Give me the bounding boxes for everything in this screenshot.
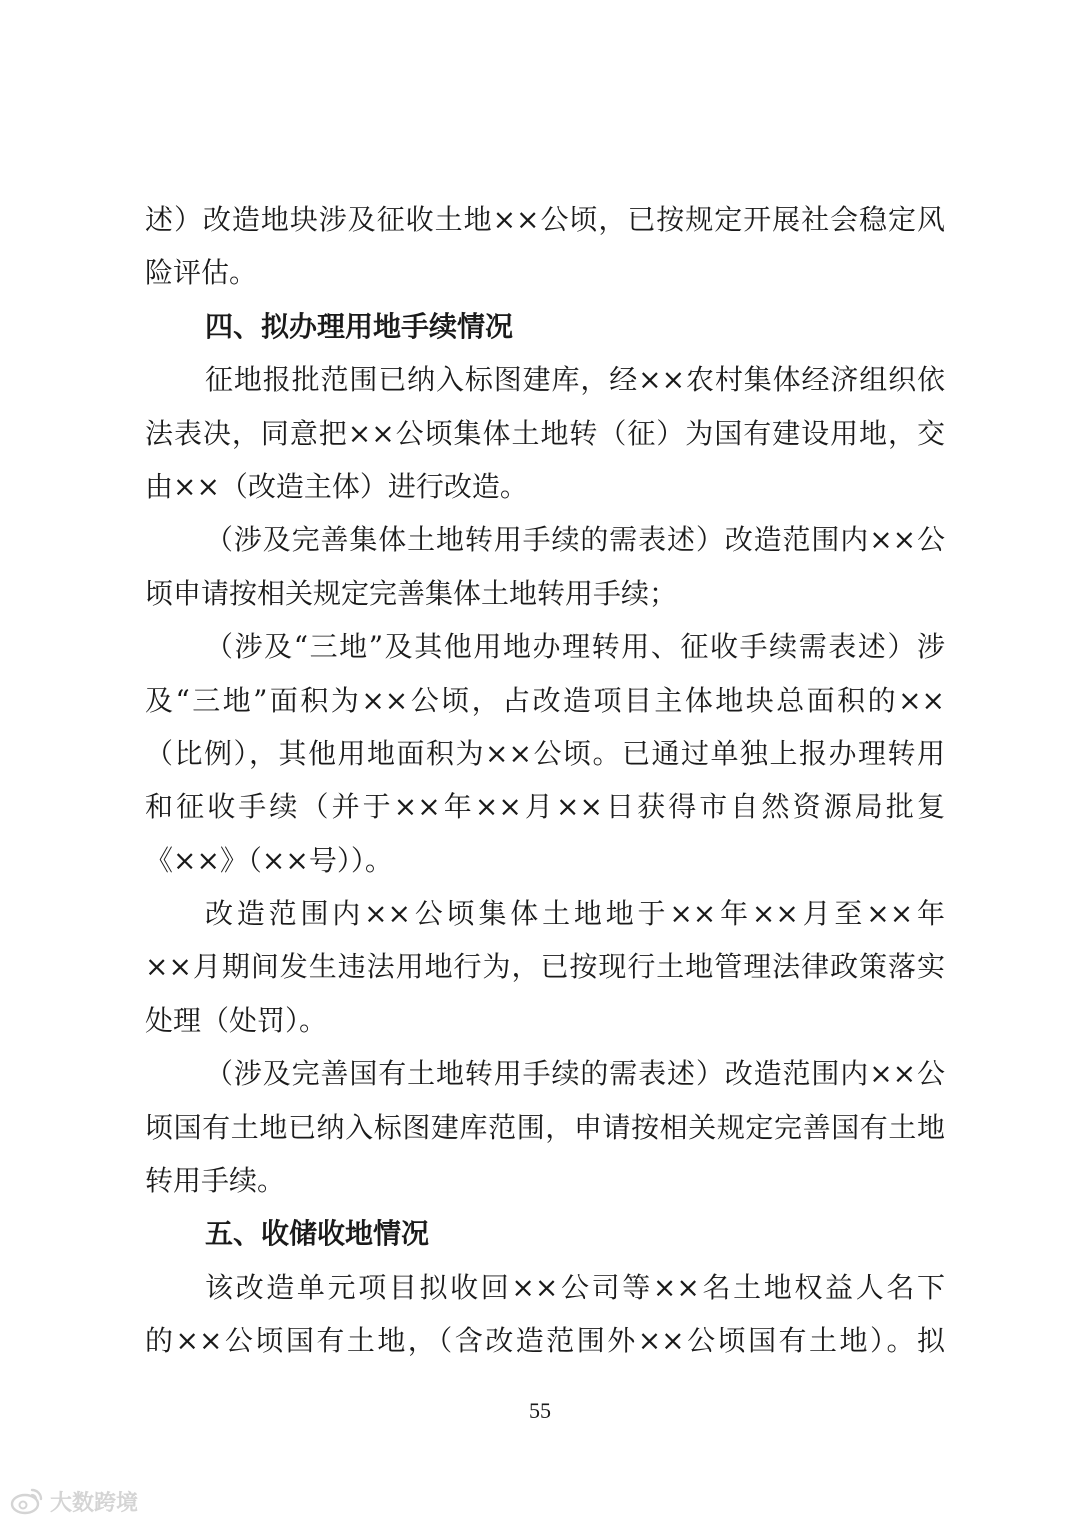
body-line: 述）改造地块涉及征收土地××公顷，已按规定开展社会稳定风: [145, 203, 945, 236]
body-line: 的××公顷国有土地，（含改造范围外××公顷国有土地）。拟: [145, 1324, 945, 1358]
body-line: 转用手续。: [145, 1164, 286, 1198]
watermark-text: 大数跨境: [50, 1490, 139, 1516]
body-line: 《××》（××号））。: [145, 843, 393, 877]
body-line: 顷国有土地已纳入标图建库范围，申请按相关规定完善国有土地: [145, 1110, 945, 1144]
body-line: （涉及“三地”及其他用地办理转用、征收手续需表述）涉: [205, 630, 945, 664]
body-line: （涉及完善国有土地转用手续的需表述）改造范围内××公: [205, 1057, 945, 1091]
body-line: 险评估。: [145, 256, 258, 290]
document-body: [145, 193, 945, 1368]
body-line: 由××（改造主体）进行改造。: [145, 469, 528, 503]
watermark: [10, 1483, 138, 1519]
body-line: ××月期间发生违法用地行为，已按现行土地管理法律政策落实: [145, 950, 945, 984]
body-line: （比例），其他用地面积为××公顷。已通过单独上报办理转用: [145, 736, 945, 770]
section-heading-4: 四、拟办理用地手续情况: [205, 309, 514, 343]
body-line: 征地报批范围已纳入标图建库，经××农村集体经济组织依: [205, 363, 945, 397]
page-number: 55: [529, 1398, 551, 1423]
body-line: 顷申请按相关规定完善集体土地转用手续；: [145, 576, 678, 610]
body-line: 和征收手续（并于××年××月××日获得市自然资源局批复: [145, 790, 945, 824]
body-line: 及“三地”面积为××公顷，占改造项目主体地块总面积的××: [145, 683, 945, 717]
body-line: 改造范围内××公顷集体土地地于××年××月至××年: [205, 897, 945, 931]
body-line: 该改造单元项目拟收回××公司等××名土地权益人名下: [205, 1270, 945, 1304]
body-line: （涉及完善集体土地转用手续的需表述）改造范围内××公: [205, 523, 945, 557]
body-line: 法表决，同意把××公顷集体土地转（征）为国有建设用地，交: [145, 416, 945, 450]
section-heading-5: 五、收储收地情况: [205, 1217, 430, 1251]
body-line: 处理（处罚）。: [145, 1003, 328, 1037]
weibo-logo-icon: [10, 1487, 44, 1515]
